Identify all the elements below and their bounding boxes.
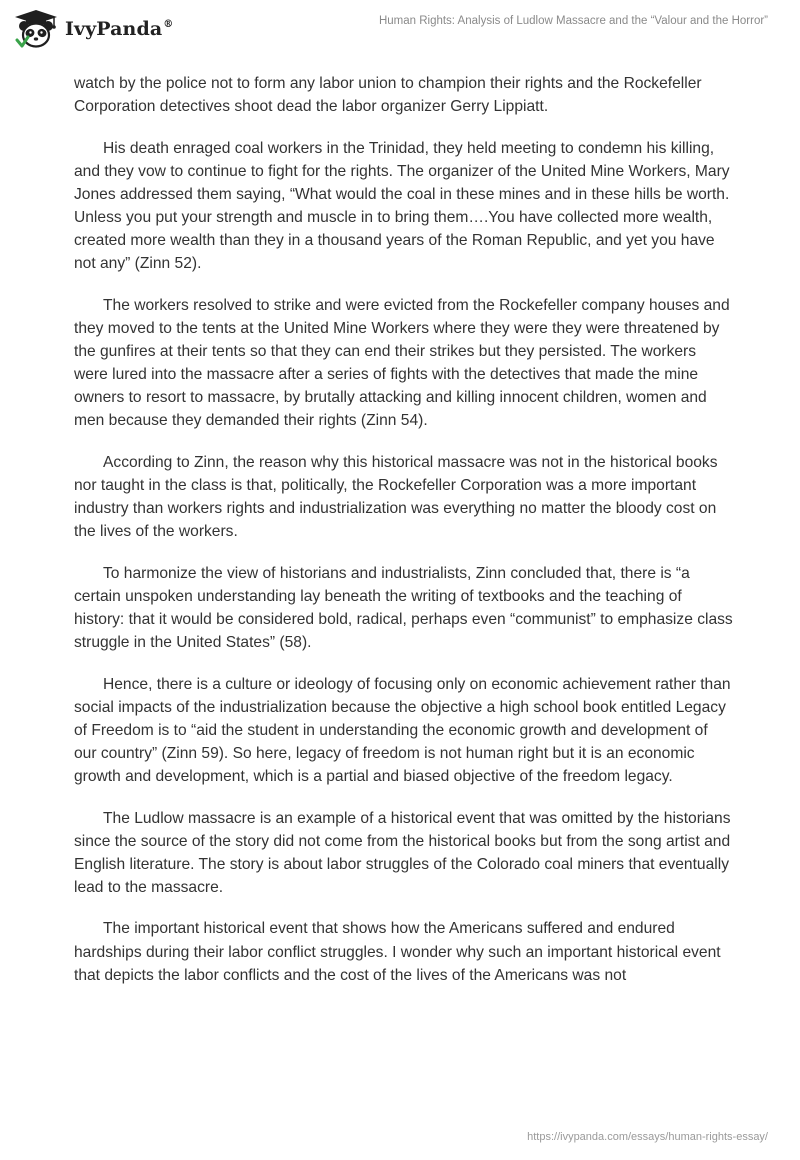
paragraph: His death enraged coal workers in the Trinidad, they held meeting to condemn his killing, and they vow to continue to fight for the rights. The organizer of the United Mine Workers, Mary Jones addressed them saying, “What would the coal in these mines and in these hills be worth. Unless you put your strength and muscle in to bring them….You have collected more wealth, created more wealth than they in a thousand years of the Roman Republic, and yet you have not any” (Zinn 52). [74,139,730,273]
registered-mark: ® [163,19,174,30]
source-url[interactable]: https://ivypanda.com/essays/human-rights-essay/ [527,1131,768,1143]
paragraph: The important historical event that shows how the Americans suffered and endured hardships during their labor conflict struggles. I wonder why such an important historical event that depicts the labor conflicts and the cost of the lives of the Americans was not [74,920,721,984]
paragraph: The workers resolved to strike and were evicted from the Rockefeller company houses and they moved to the tents at the United Mine Workers where they were they were threatened by the gunfires at their tents so that they can end their strikes but they persisted. The workers were lured into the massacre after a series of fights with the detectives that made the mine owners to resort to massacre, by brutally attacking and killing innocent children, women and men because they demanded their rights (Zinn 54). [74,296,730,430]
paragraph: Hence, there is a culture or ideology of focusing only on economic achievement rather than social impacts of the industrialization because the objective a high school book entitled Legacy of Freedom is to “aid the student in understanding the economic growth and development of our country” (Zinn 59). So here, legacy of freedom is not human right but it is an economic growth and development, which is a partial and biased objective of the freedom legacy. [74,675,731,785]
paragraph: The Ludlow massacre is an example of a historical event that was omitted by the historians since the source of the story did not come from the historical books but from the song artist and English literature. The story is about labor struggles of the Colorado coal miners that eventually lead to the massacre. [74,809,731,896]
page-header [0,0,800,70]
brand-logo[interactable] [13,9,173,49]
document-title: Human Rights: Analysis of Ludlow Massacre and the “Valour and the Horror” [378,15,768,27]
panda-graduate-icon [13,9,59,49]
brand-name: IvyPanda® [65,18,174,40]
essay-body [74,72,734,1005]
paragraph: watch by the police not to form any labor union to champion their rights and the Rockefeller Corporation detectives shoot dead the labor organizer Gerry Lippiatt. [74,75,702,116]
paragraph: To harmonize the view of historians and industrialists, Zinn concluded that, there is “a certain unspoken understanding lay beneath the writing of textbooks and the teaching of history: that it would be considered bold, radical, perhaps even “communist” to emphasize class struggle in the United States” (58). [74,564,733,651]
paragraph: According to Zinn, the reason why this historical massacre was not in the historical books nor taught in the class is that, politically, the Rockefeller Corporation was a more important industry than workers rights and industrialization was everything no matter the bloody cost on the lives of the workers. [74,453,718,541]
